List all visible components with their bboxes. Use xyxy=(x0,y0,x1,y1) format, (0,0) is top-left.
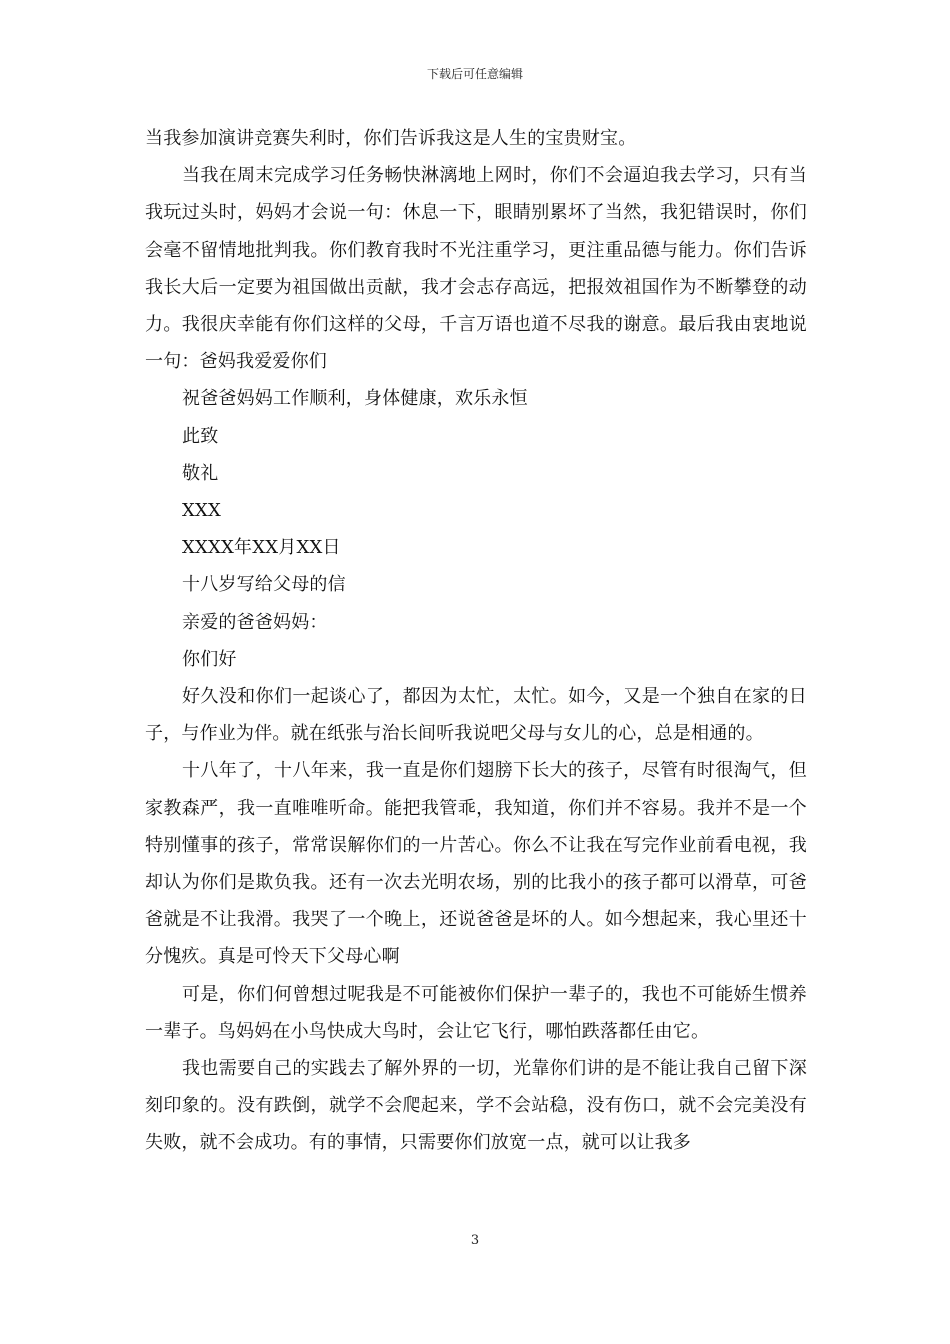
paragraph-5: 可是，你们何曾想过呢我是不可能被你们保护一辈子的，我也不可能娇生惯养一辈子。鸟妈妈在小鸟快成大鸟时，会让它飞行，哪怕跌落都任由它。 xyxy=(145,983,807,1042)
paragraph-3: 好久没和你们一起谈心了，都因为太忙，太忙。如今，又是一个独自在家的日子，与作业为伴。就在纸张与治长间听我说吧父母与女儿的心，总是相通的。 xyxy=(145,686,807,745)
page-number: 3 xyxy=(470,1233,480,1248)
closing-line-2: 敬礼 xyxy=(182,462,219,484)
salutation: 亲爱的爸爸妈妈： xyxy=(182,611,328,633)
greeting: 你们好 xyxy=(182,648,237,670)
paragraph-6: 我也需要自己的实践去了解外界的一切，光靠你们讲的是不能让我自己留下深刻印象的。没有跌倒，就学不会爬起来，学不会站稳，没有伤口，就不会完美没有失败，就不会成功。有的事情，只需要你们放宽一点，就可以让我多 xyxy=(145,1058,807,1154)
signature: XXX xyxy=(182,500,222,522)
document-body xyxy=(145,120,807,1162)
wish-line: 祝爸爸妈妈工作顺利，身体健康，欢乐永恒 xyxy=(182,388,528,410)
closing-line-1: 此致 xyxy=(182,425,219,447)
paragraph-4: 十八年了，十八年来，我一直是你们翅膀下长大的孩子，尽管有时很淘气，但家教森严，我一直唯唯听命。能把我管乖，我知道，你们并不容易。我并不是一个特别懂事的孩子，常常误解你们的一片苦心。你么不让我在写完作业前看电视，我却认为你们是欺负我。还有一次去光明农场，别的比我小的孩子都可以滑草，可爸爸就是不让我滑。我哭了一个晚上，还说爸爸是坏的人。如今想起来，我心里还十分愧疚。真是可怜天下父母心啊 xyxy=(145,760,807,968)
paragraph-1: 当我参加演讲竞赛失利时，你们告诉我这是人生的宝贵财宝。 xyxy=(145,128,637,149)
date-line: XXXX年XX月XX日 xyxy=(182,537,341,559)
page-header: 下载后可任意编辑 xyxy=(426,67,523,81)
letter-title: 十八岁写给父母的信 xyxy=(182,574,346,596)
paragraph-2: 当我在周末完成学习任务畅快淋漓地上网时，你们不会逼迫我去学习，只有当我玩过头时，妈妈才会说一句：休息一下，眼睛别累坏了当然，我犯错误时，你们会毫不留情地批判我。你们教育我时不光注重学习，更注重品德与能力。你们告诉我长大后一定要为祖国做出贡献，我才会志存高远，把报效祖国作为不断攀登的动力。我很庆幸能有你们这样的父母，千言万语也道不尽我的谢意。最后我由衷地说一句：爸妈我爱爱你们 xyxy=(145,165,807,373)
